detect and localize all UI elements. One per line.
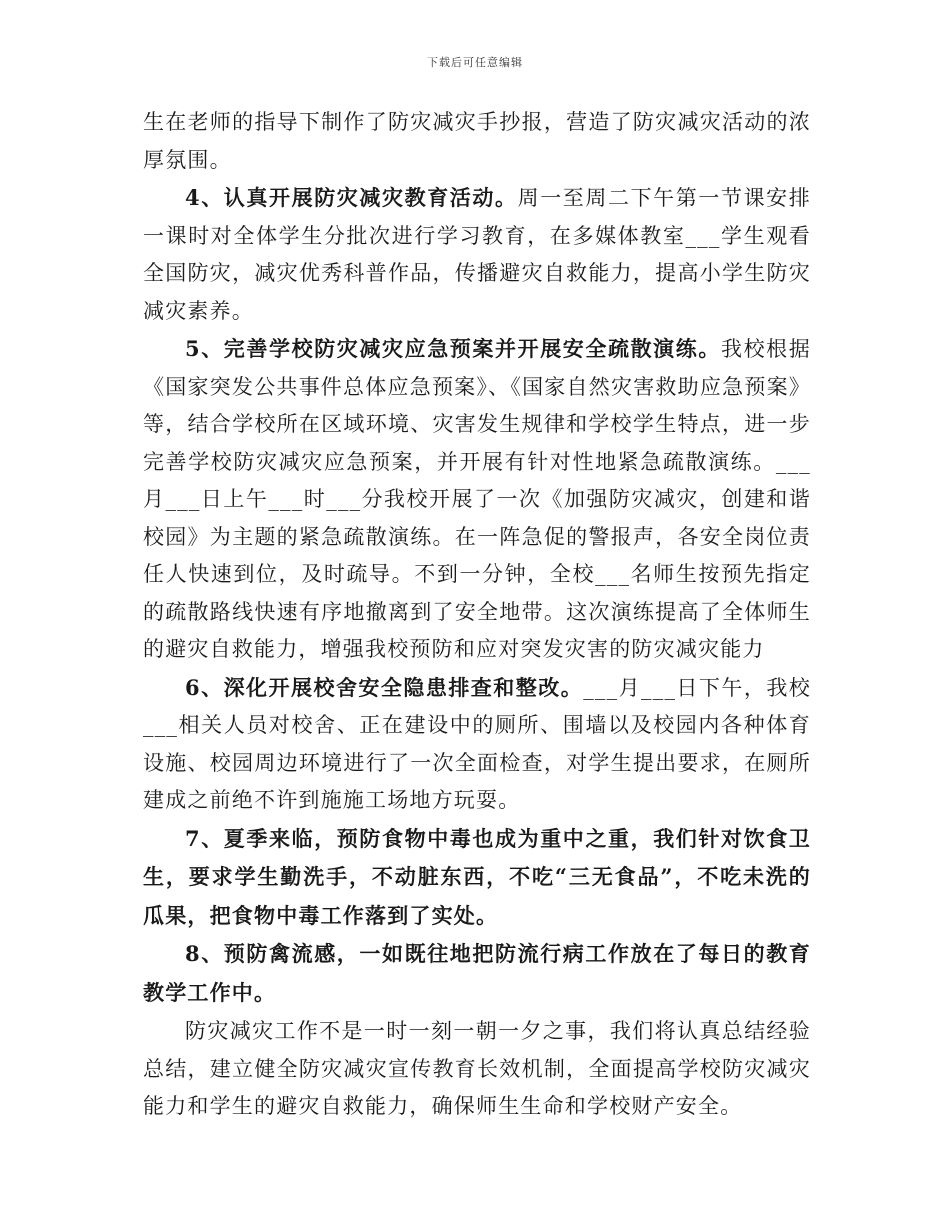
paragraph-lead: 5、完善学校防灾减灾应急预案并开展安全疏散演练。 <box>185 336 721 361</box>
paragraph-continuation <box>143 103 811 179</box>
paragraph-lead: 6、深化开展校舍安全隐患排查和整改。 <box>185 674 584 700</box>
paragraph-lead: 8、预防禽流感，一如既往地把防流行病工作放在了每日的教育教学工作中。 <box>143 941 811 1005</box>
paragraph-lead: 7、夏季来临，预防食物中毒也成为重中之重，我们针对饮食卫生，要求学生勤洗手，不动脏东西，不吃“三无食品”，不吃未洗的瓜果，把食物中毒工作落到了实处。 <box>143 825 811 928</box>
paragraph-text: 防灾减灾工作不是一时一刻一朝一夕之事，我们将认真总结经验总结，建立健全防灾减灾宣传教育长效机制，全面提高学校防灾减灾能力和学生的避灾自救能力，确保师生生命和学校财产安全。 <box>143 1019 811 1118</box>
paragraph-lead: 4、认真开展防灾减灾教育活动。 <box>185 185 518 210</box>
paragraph-text: 周一至周二下午第一节课安排一课时对全体学生分批次进行学习教育，在多媒体教室___学生观看全国防灾，减灾优秀科普作品，传播避灾自救能力，提高小学生防灾减灾素养。 <box>143 186 811 323</box>
paragraph-text: 生在老师的指导下制作了防灾减灾手抄报，营造了防灾减灾活动的浓厚氛围。 <box>143 110 811 172</box>
paragraph-item-8 <box>143 935 811 1012</box>
paragraph-conclusion <box>143 1012 811 1126</box>
paragraph-text: 我校根据《国家突发公共事件总体应急预案》、《国家自然灾害救助应急预案》等，结合学校所在区域环境、灾害发生规律和学校学生特点，进一步完善学校防灾减灾应急预案，并开展有针对性地紧急疏散演练。___月___日上午___时___分我校开展了一次《加强防灾减灾，创建和谐校园》为主题的紧急疏散演练。在一阵急促的警报声，各安全岗位责任人快速到位，及时疏导。不到一分钟，全校___名师生按预先指定的疏散路线快速有序地撤离到了安全地带。这次演练提高了全体师生的避灾自救能力，增强我校预防和应对突发灾害的防灾减灾能力 <box>143 337 811 661</box>
document-body <box>143 103 811 1126</box>
paragraph-item-7 <box>143 820 811 936</box>
paragraph-item-4 <box>143 179 811 330</box>
paragraph-item-5 <box>143 330 811 669</box>
header-note: 下载后可任意编辑 <box>427 56 523 69</box>
paragraph-text: ___月___日下午，我校___相关人员对校舍、正在建设中的厕所、围墙以及校园内各种体育设施、校园周边环境进行了一次全面检查，对学生提出要求，在厕所建成之前绝不许到施施工场地方玩耍。 <box>143 675 811 812</box>
paragraph-item-6 <box>143 669 811 820</box>
